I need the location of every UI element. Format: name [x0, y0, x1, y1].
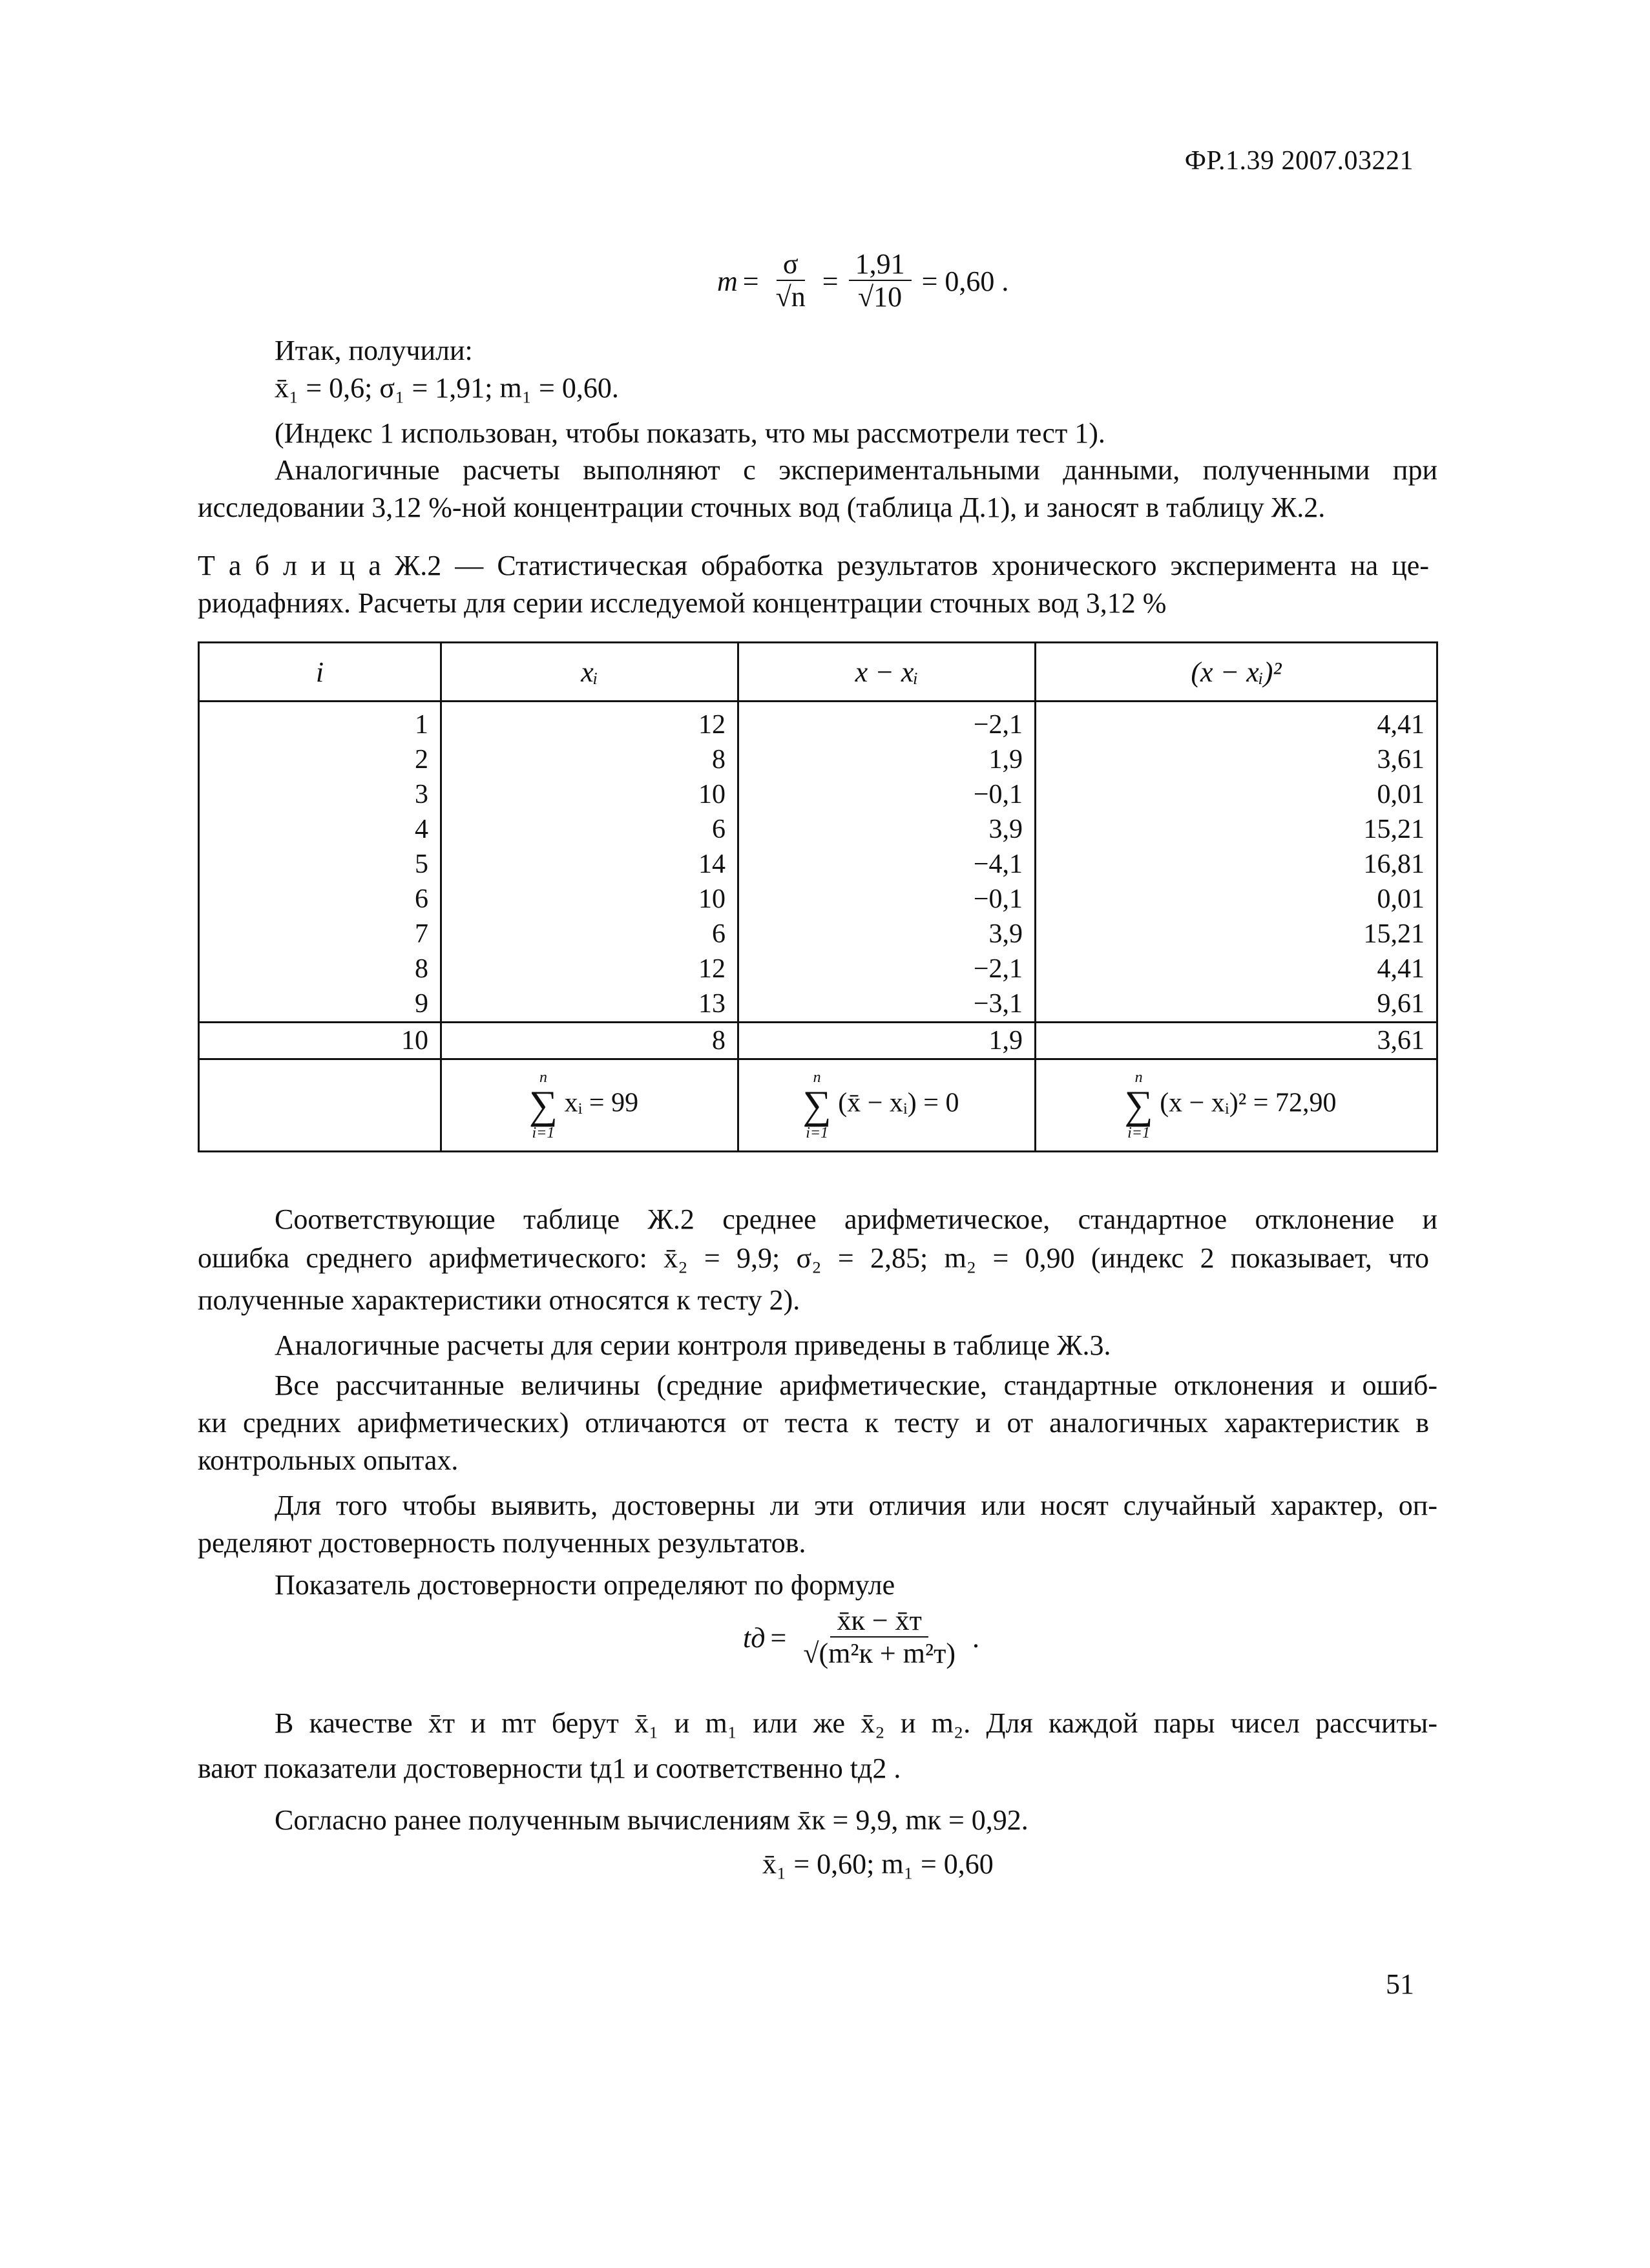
table-row [199, 812, 1437, 847]
cell-squared: 15,21 [1036, 917, 1437, 952]
paragraph-line: ределяют достоверность полученных результатов. [198, 1527, 806, 1559]
fraction-denominator: √(m²к + m²т) [803, 1638, 956, 1669]
table-row [199, 742, 1437, 777]
paragraph-line: вают показатели достоверности tд1 и соответственно tд2 . [198, 1753, 901, 1784]
table-row [199, 986, 1437, 1023]
table-row-last [199, 1023, 1437, 1059]
paragraph-line: ошибка среднего арифметического: x̄₂ = 9,9; σ₂ = 2,85; m₂ = 0,90 (индекс 2 показывает, что [198, 1242, 1429, 1274]
cell-i: 8 [199, 952, 441, 986]
table-caption-line-1: Т а б л и ц а Ж.2 — Статистическая обработка результатов хронического эксперимента на це- [198, 550, 1429, 581]
formula-reliability [743, 1605, 979, 1670]
table-row [199, 777, 1437, 812]
equals-sign: = [770, 1621, 787, 1654]
cell-deviation: −4,1 [738, 847, 1036, 882]
cell-squared: 3,61 [1036, 1023, 1437, 1059]
cell-i: 10 [199, 1023, 441, 1059]
cell-i: 1 [199, 702, 441, 743]
summation-symbol [803, 1070, 831, 1141]
cell-deviation: 3,9 [738, 917, 1036, 952]
formula-error-of-mean [717, 249, 1008, 313]
paragraph-line: Согласно ранее полученным вычислениям x̄к = 9,9, mк = 0,92. [275, 1804, 1029, 1836]
cell-deviation: −0,1 [738, 882, 1036, 917]
cell-xi: 12 [441, 952, 738, 986]
paragraph-line: полученные характеристики относятся к тесту 2). [198, 1284, 800, 1316]
cell-squared: 4,41 [1036, 952, 1437, 986]
equals-sign: = [822, 265, 839, 297]
table-row [199, 702, 1437, 743]
sum-deviation-value: (x̄ − xᵢ) = 0 [838, 1088, 959, 1118]
cell-xi: 10 [441, 882, 738, 917]
cell-xi: 14 [441, 847, 738, 882]
table-row [199, 952, 1437, 986]
formula-tail: . [972, 1621, 980, 1654]
header-x-minus-xi: x − xᵢ [738, 643, 1036, 702]
cell-deviation: 1,9 [738, 742, 1036, 777]
cell-i: 4 [199, 812, 441, 847]
paragraph-line: Соответствующие таблице Ж.2 среднее арифметическое, стандартное отклонение и [275, 1203, 1437, 1235]
equals-sign: = [742, 265, 759, 297]
cell-xi: 8 [441, 742, 738, 777]
cell-xi: 13 [441, 986, 738, 1023]
index-note: (Индекс 1 использован, чтобы показать, что мы рассмотрели тест 1). [275, 417, 1105, 449]
results-test-1: x̄₁ = 0,6; σ₁ = 1,91; m₁ = 0,60. [275, 372, 619, 404]
cell-squared: 0,01 [1036, 777, 1437, 812]
fraction-denominator: √10 [858, 281, 903, 313]
results-test-1-final: x̄₁ = 0,60; m₁ = 0,60 [762, 1848, 994, 1880]
cell-deviation: 1,9 [738, 1023, 1036, 1059]
sum-upper-limit: n [813, 1069, 821, 1086]
cell-deviation: −2,1 [738, 952, 1036, 986]
statistics-table [198, 641, 1438, 1152]
formula-result: = 0,60 . [921, 265, 1009, 297]
fraction-sigma-sqrt-n [769, 249, 812, 313]
summation-symbol [1124, 1070, 1153, 1141]
sigma-glyph: ∑ [528, 1083, 558, 1127]
cell-i: 5 [199, 847, 441, 882]
cell-xi: 12 [441, 702, 738, 743]
cell-squared: 16,81 [1036, 847, 1437, 882]
cell-sum-squared [1036, 1059, 1437, 1152]
fraction-numerator: 1,91 [849, 249, 912, 281]
table-caption-line-2: риодафниях. Расчеты для серии исследуемой концентрации сточных вод 3,12 % [198, 587, 1167, 619]
fraction-numerator: x̄к − x̄т [830, 1605, 928, 1638]
cell-xi: 8 [441, 1023, 738, 1059]
sum-lower-limit: i=1 [532, 1125, 555, 1141]
paragraph-line: Показатель достоверности определяют по формуле [275, 1569, 895, 1601]
cell-i: 9 [199, 986, 441, 1023]
cell-sum-deviation [738, 1059, 1036, 1152]
cell-i: 3 [199, 777, 441, 812]
fraction-numerator: σ [777, 249, 805, 281]
cell-xi: 10 [441, 777, 738, 812]
cell-sum-xi [441, 1059, 738, 1152]
cell-deviation: −3,1 [738, 986, 1036, 1023]
paragraph-line: Аналогичные расчеты для серии контроля приведены в таблице Ж.3. [275, 1329, 1111, 1361]
table-sum-row [199, 1059, 1437, 1152]
header-xi: xᵢ [441, 643, 738, 702]
paragraph-line: В качестве x̄т и mт берут x̄₁ и m₁ или же x̄₂ и m₂. Для каждой пары чисел рассчиты- [275, 1707, 1437, 1739]
sum-squared-value: (x − xᵢ)² = 72,90 [1160, 1088, 1337, 1118]
sum-upper-limit: n [1134, 1069, 1143, 1086]
cell-deviation: −2,1 [738, 702, 1036, 743]
paragraph-line: Все рассчитанные величины (средние арифметические, стандартные отклонения и ошиб- [275, 1369, 1437, 1401]
summation-symbol [529, 1070, 558, 1141]
cell-squared: 3,61 [1036, 742, 1437, 777]
cell-i: 7 [199, 917, 441, 952]
sigma-glyph: ∑ [1124, 1083, 1153, 1127]
table-row [199, 847, 1437, 882]
cell-squared: 15,21 [1036, 812, 1437, 847]
cell-squared: 0,01 [1036, 882, 1437, 917]
fraction-denominator: √n [775, 281, 806, 313]
cell-i: 2 [199, 742, 441, 777]
table-row [199, 917, 1437, 952]
sigma-glyph: ∑ [802, 1083, 831, 1127]
cell-xi: 6 [441, 812, 738, 847]
table-row [199, 882, 1437, 917]
paragraph-analog-line-2: исследовании 3,12 %-ной концентрации сточных вод (таблица Д.1), и заносят в таблицу Ж.2. [198, 492, 1326, 523]
formula-lhs: tд [743, 1621, 766, 1654]
table-header-row [199, 643, 1437, 702]
sum-lower-limit: i=1 [1127, 1125, 1151, 1141]
cell-deviation: −0,1 [738, 777, 1036, 812]
paragraph-analog-line-1: Аналогичные расчеты выполняют с экспериментальными данными, полученными при [275, 454, 1437, 486]
sum-lower-limit: i=1 [806, 1125, 829, 1141]
paragraph-line: Для того чтобы выявить, достоверны ли эти отличия или носят случайный характер, оп- [275, 1490, 1437, 1521]
sum-upper-limit: n [539, 1069, 547, 1086]
document-code: ФР.1.39 2007.03221 [1184, 146, 1414, 176]
paragraph-line: ки средних арифметических) отличаются от теста к тесту и от аналогичных характеристик в [198, 1407, 1429, 1439]
cell-sum-empty [199, 1059, 441, 1152]
fraction-reliability [797, 1605, 962, 1670]
cell-squared: 9,61 [1036, 986, 1437, 1023]
cell-xi: 6 [441, 917, 738, 952]
sum-xi-value: xᵢ = 99 [564, 1088, 639, 1118]
formula-lhs: m [717, 265, 738, 297]
cell-i: 6 [199, 882, 441, 917]
cell-squared: 4,41 [1036, 702, 1437, 743]
paragraph-itak: Итак, получили: [275, 335, 473, 366]
paragraph-line: контрольных опытах. [198, 1444, 459, 1476]
header-i: i [199, 643, 441, 702]
header-squared-deviation: (x − xᵢ)² [1036, 643, 1437, 702]
page-number: 51 [1386, 1968, 1414, 2000]
cell-deviation: 3,9 [738, 812, 1036, 847]
fraction-values [849, 249, 912, 313]
